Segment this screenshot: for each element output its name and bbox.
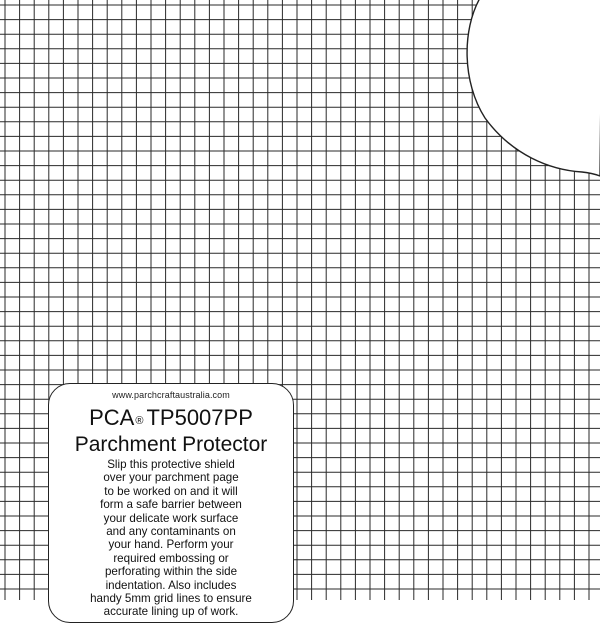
description-line: handy 5mm grid lines to ensure [90,592,252,606]
description-line: form a safe barrier between [100,498,242,512]
description-line: indentation. Also includes [105,578,237,592]
description-line: your hand. Perform your [108,538,234,552]
brand-name: PCA [89,405,135,430]
description-line: to be worked on and it will [104,484,238,498]
description-line: over your parchment page [103,471,239,485]
description-line: perforating within the side [104,565,238,579]
description-line: required embossing or [113,551,229,565]
description-line: your delicate work surface [103,511,239,525]
website-url: www.parchcraftaustralia.com [112,390,230,400]
product-code-line [49,406,293,433]
product-code: TP5007PP [146,405,253,430]
description-line: and any contaminants on [106,525,236,539]
product-description [59,458,283,619]
product-info-card [48,383,294,623]
product-name: Parchment Protector [74,433,268,456]
description-line: accurate lining up of work. [103,605,239,619]
description-line: Slip this protective shield [107,458,235,471]
registered-mark: ® [135,415,144,427]
